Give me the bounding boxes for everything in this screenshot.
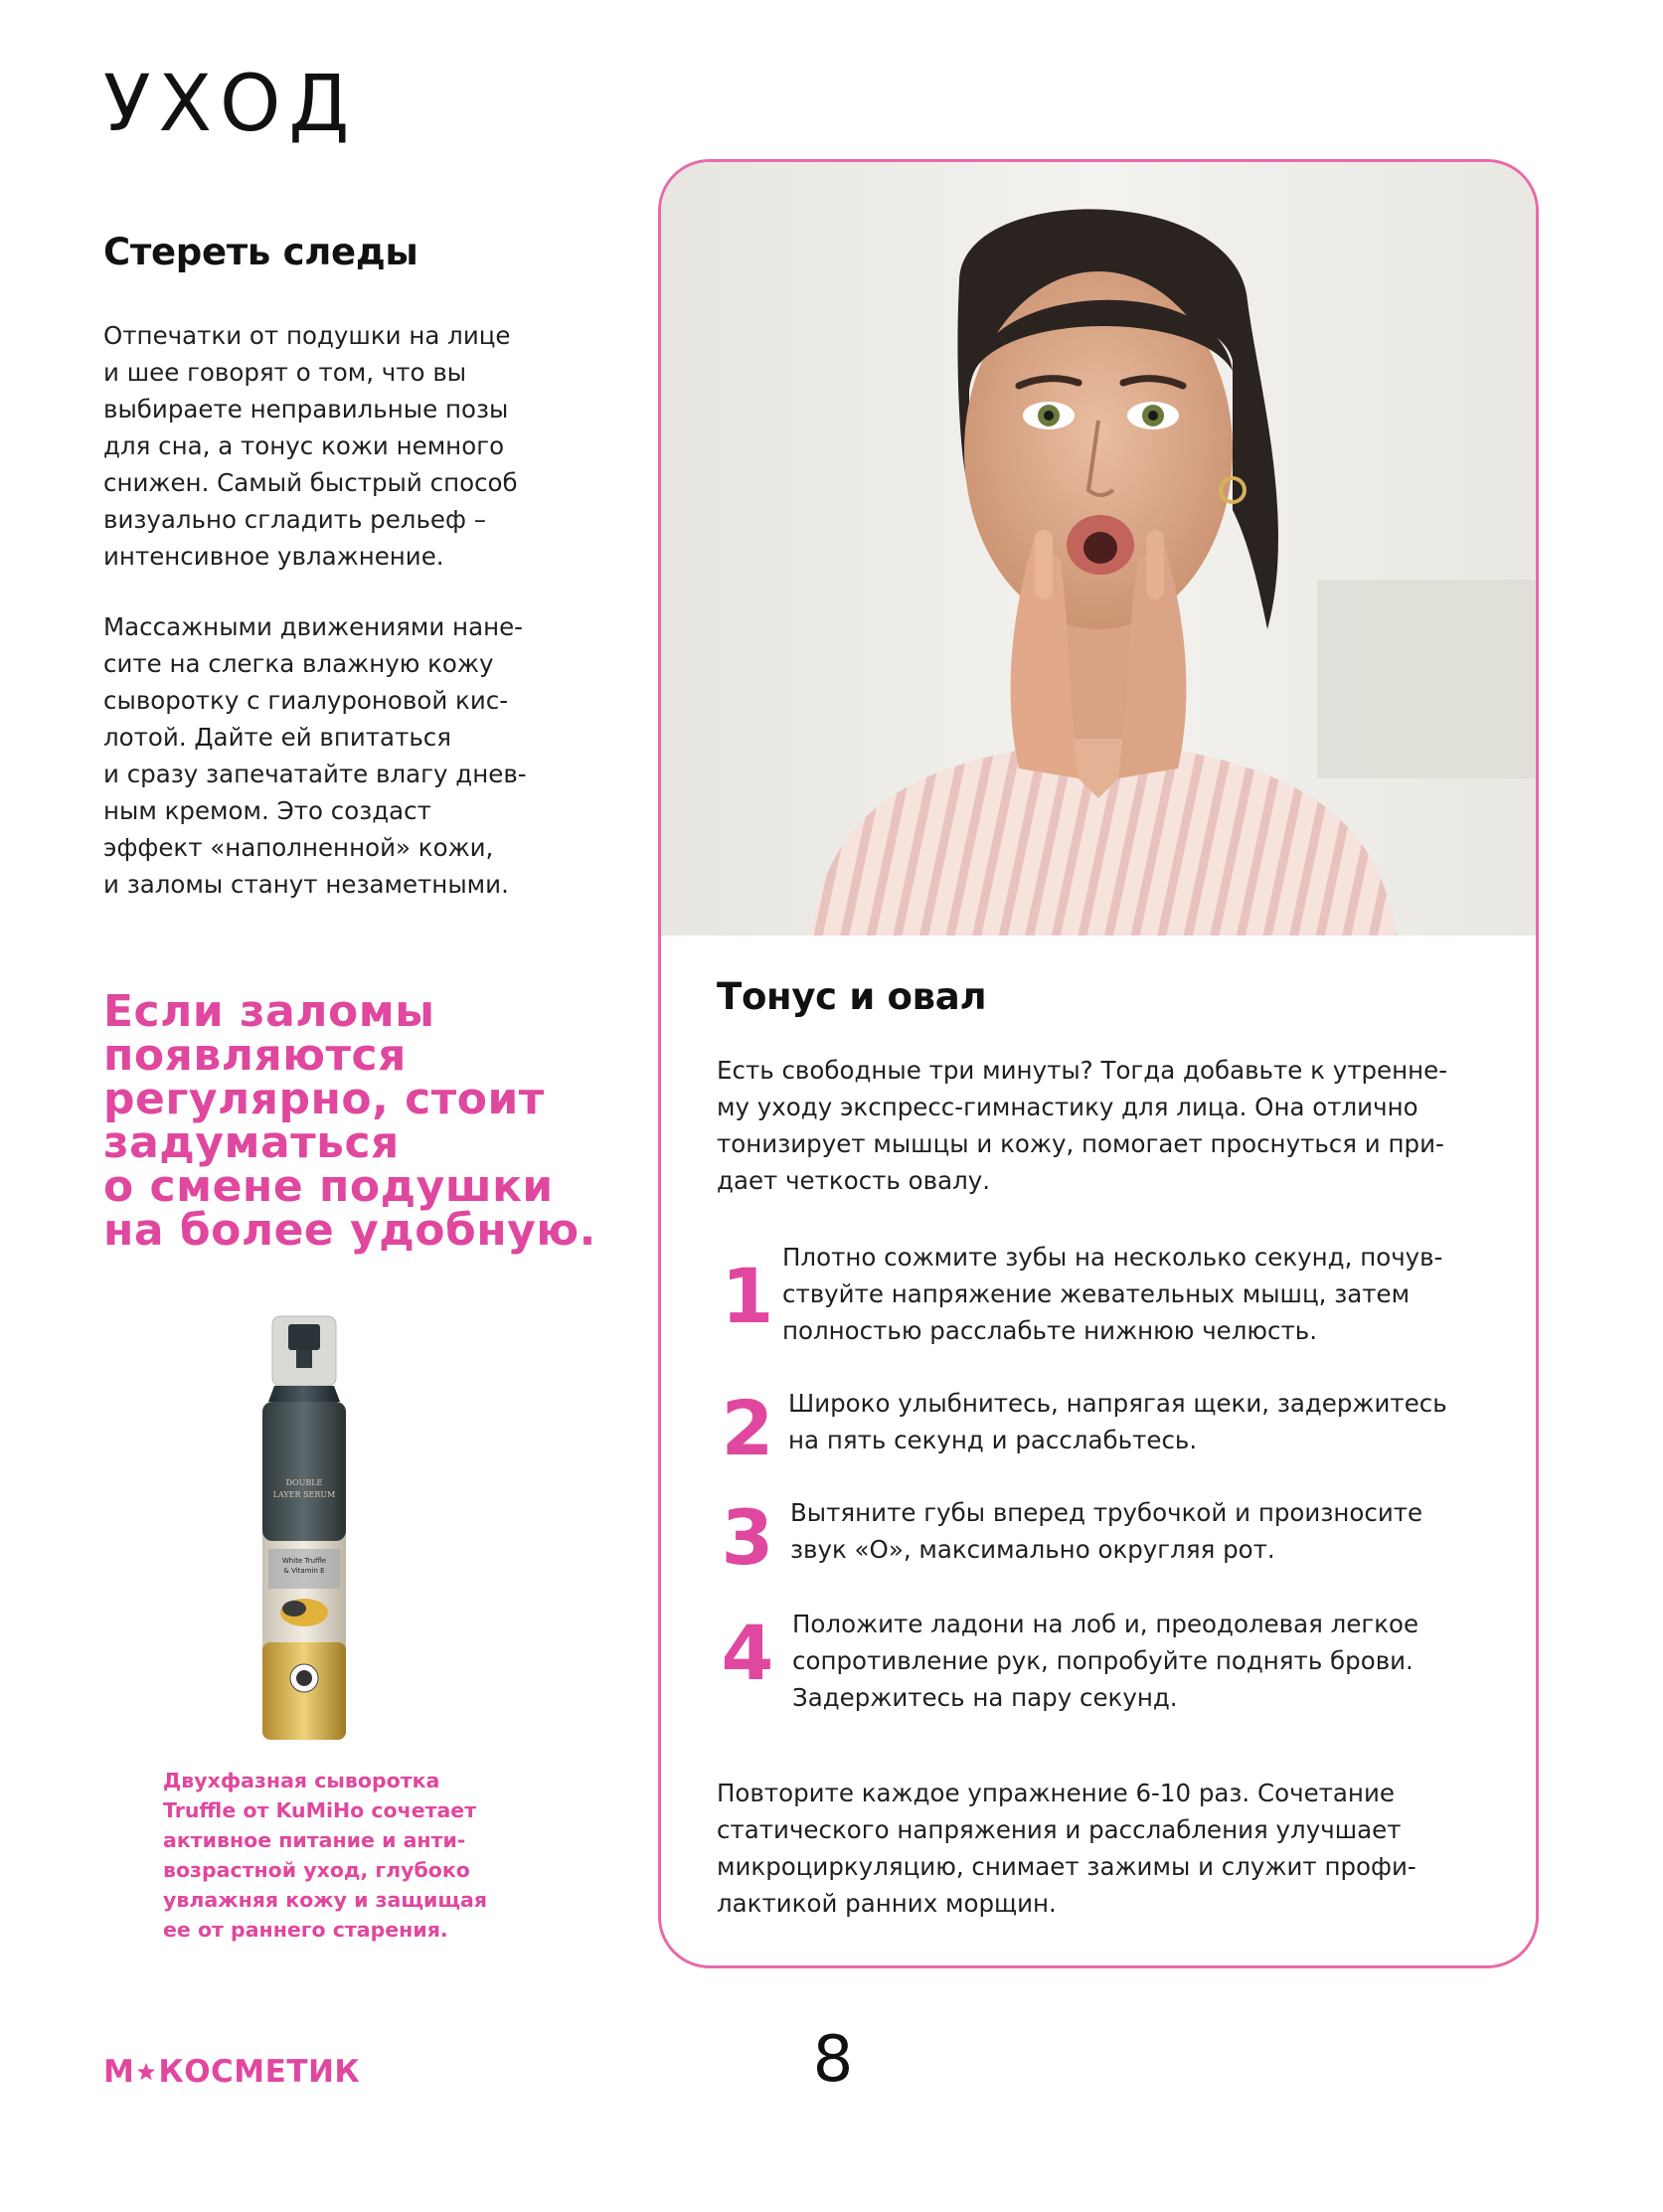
left-paragraph-1: Отпечатки от подушки на лице и шее говорят о том, что вы выбираете неправильные позы для сна, а тонус кожи немного снижен. Самый быстрый способ визуально сгладить рельеф – интенсивное увлажнение. [103,321,518,571]
card-intro: Есть свободные три минуты? Тогда добавьте к утренне- му уходу экспресс-гимнастику для лица. Она отлично тонизирует мышцы и кожу, помогает проснуться и при- дает четкость овалу. [717,1056,1448,1195]
step-text: Положите ладони на лоб и, преодолевая легкое сопротивление рук, попробуйте поднять брови. Задержитесь на пару секунд. [792,1610,1419,1712]
woman-face-exercise-photo [661,162,1536,936]
label-text-1: DOUBLE [285,1478,323,1487]
step-number: 3 [721,1493,774,1582]
label-text-2: LAYER SERUM [272,1490,336,1499]
step-text: Вытяните губы вперед трубочкой и произносите звук «О», максимально округляя рот. [790,1498,1423,1564]
left-paragraph-2: Массажными движениями нане- сите на слегка влажную кожу сыворотку с гиалуроновой кис- лотой. Дайте ей впитаться и сразу запечатайте влагу днев- ным кремом. Это создаст эффект «наполненной» кожи, и заломы станут незаметными. [103,612,527,899]
product-bottle-image [245,1314,364,1752]
section-title: УХОД [103,60,358,149]
step-number: 4 [721,1609,774,1697]
pullquote: Если заломы появляются регулярно, стоит задуматься о смене подушки на более удобную. [103,986,596,1256]
star-icon [136,2062,156,2082]
logo-letter: М [103,2054,135,2090]
label-text-4: & Vitamin E [283,1567,325,1575]
card-outro: Повторите каждое упражнение 6-10 раз. Сочетание статического напряжения и расслабления улучшает микроциркуляцию, снимает зажимы и служит профи- лактикой ранних морщин. [717,1779,1416,1918]
product-caption: Двухфазная сыворотка Truffle от KuMiHo сочетает активное питание и анти- возрастной уход, глубоко увлажняя кожу и защищая ее от раннего старения. [163,1769,488,1942]
logo-word: КОСМЕТИК [158,2054,361,2090]
step-number: 2 [721,1384,774,1472]
card-heading: Тонус и овал [717,975,987,1018]
page-number: 8 [812,2023,854,2097]
step-text: Широко улыбнитесь, напрягая щеки, задержитесь на пять секунд и расслабьтесь. [788,1389,1447,1454]
left-heading: Стереть следы [103,231,418,273]
brand-logo[interactable] [103,2054,360,2090]
label-text-3: White Truffle [281,1557,327,1565]
exercise-card [658,159,1539,1968]
step-number: 1 [721,1252,774,1340]
step-text: Плотно сожмите зубы на несколько секунд, почув- ствуйте напряжение жевательных мышц, затем полностью расслабьте нижнюю челюсть. [782,1243,1443,1345]
